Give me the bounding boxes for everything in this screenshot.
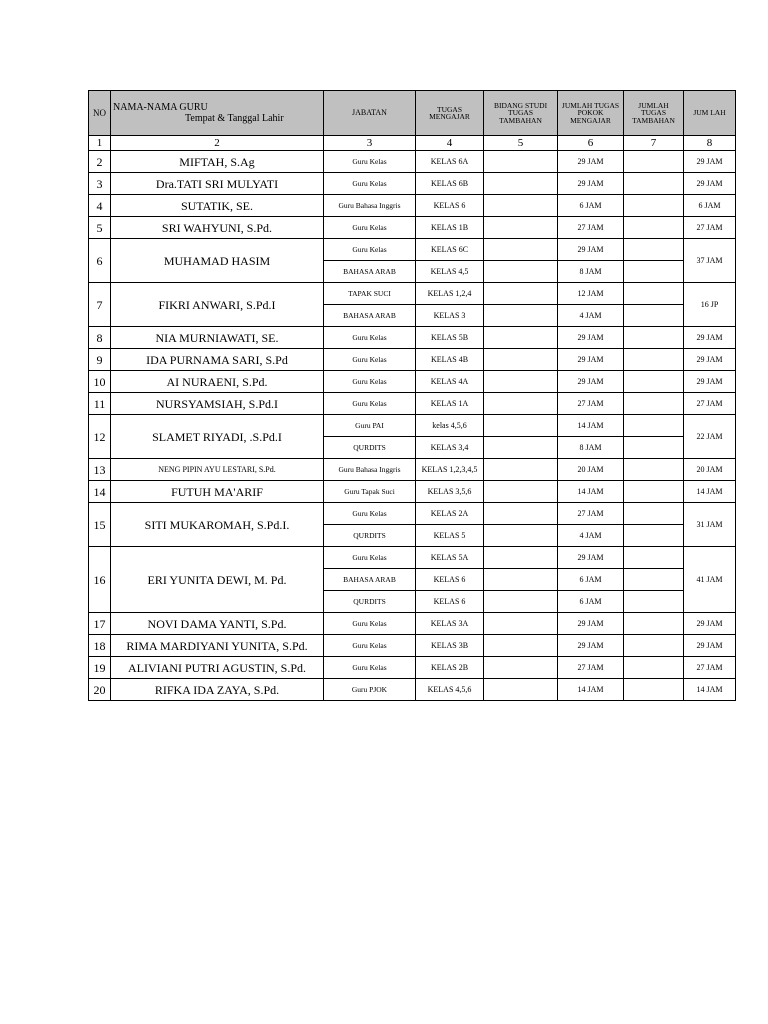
teacher-name: NIA MURNIAWATI, SE. <box>111 327 324 349</box>
jumlah-pokok-cell: 20 JAM <box>558 459 624 481</box>
bidang-studi-cell <box>484 481 558 503</box>
jumlah-total-cell: 14 JAM <box>684 481 736 503</box>
teacher-number: 8 <box>89 327 111 349</box>
jabatan-cell: Guru Kelas <box>324 349 416 371</box>
tugas-mengajar-cell: KELAS 4B <box>416 349 484 371</box>
jabatan-cell: QURDITS <box>324 591 416 613</box>
jumlah-tambahan-cell <box>624 591 684 613</box>
jumlah-pokok-cell: 27 JAM <box>558 503 624 525</box>
tugas-mengajar-cell: KELAS 5B <box>416 327 484 349</box>
table-row <box>89 327 736 349</box>
jumlah-pokok-cell: 29 JAM <box>558 173 624 195</box>
jabatan-cell: Guru Kelas <box>324 239 416 261</box>
bidang-studi-cell <box>484 635 558 657</box>
tugas-mengajar-cell: KELAS 1,2,3,4,5 <box>416 459 484 481</box>
table-row <box>89 283 736 305</box>
header-name-line1: NAMA-NAMA GURU <box>113 101 208 113</box>
column-number: 8 <box>684 136 736 151</box>
teacher-name: MIFTAH, S.Ag <box>111 151 324 173</box>
bidang-studi-cell <box>484 327 558 349</box>
jumlah-pokok-cell: 29 JAM <box>558 151 624 173</box>
table-row <box>89 217 736 239</box>
bidang-studi-cell <box>484 547 558 569</box>
bidang-studi-cell <box>484 151 558 173</box>
jumlah-tambahan-cell <box>624 349 684 371</box>
bidang-studi-cell <box>484 679 558 701</box>
jumlah-total-cell: 29 JAM <box>684 151 736 173</box>
jumlah-tambahan-cell <box>624 327 684 349</box>
jumlah-pokok-cell: 29 JAM <box>558 635 624 657</box>
jumlah-total-cell: 27 JAM <box>684 657 736 679</box>
jumlah-pokok-cell: 29 JAM <box>558 349 624 371</box>
teacher-number: 10 <box>89 371 111 393</box>
teacher-number: 11 <box>89 393 111 415</box>
jumlah-total-cell: 31 JAM <box>684 503 736 547</box>
bidang-studi-cell <box>484 613 558 635</box>
header-row <box>89 91 736 136</box>
bidang-studi-cell <box>484 283 558 305</box>
teacher-name: NENG PIPIN AYU LESTARI, S.Pd. <box>111 459 324 481</box>
teacher-name: ALIVIANI PUTRI AGUSTIN, S.Pd. <box>111 657 324 679</box>
jumlah-tambahan-cell <box>624 481 684 503</box>
jumlah-pokok-cell: 29 JAM <box>558 327 624 349</box>
tugas-mengajar-cell: KELAS 1A <box>416 393 484 415</box>
tugas-mengajar-cell: KELAS 6 <box>416 195 484 217</box>
teacher-number: 16 <box>89 547 111 613</box>
teacher-name: SLAMET RIYADI, .S.Pd.I <box>111 415 324 459</box>
column-number: 6 <box>558 136 624 151</box>
jabatan-cell: Guru Kelas <box>324 327 416 349</box>
jumlah-pokok-cell: 29 JAM <box>558 547 624 569</box>
column-number: 4 <box>416 136 484 151</box>
teacher-number: 9 <box>89 349 111 371</box>
jabatan-cell: TAPAK SUCI <box>324 283 416 305</box>
header-jumlah-pokok: JUMLAH TUGAS POKOK MENGAJAR <box>558 91 624 136</box>
jumlah-tambahan-cell <box>624 393 684 415</box>
teacher-name: MUHAMAD HASIM <box>111 239 324 283</box>
column-number: 1 <box>89 136 111 151</box>
jumlah-total-cell: 29 JAM <box>684 613 736 635</box>
jumlah-pokok-cell: 14 JAM <box>558 679 624 701</box>
teacher-number: 6 <box>89 239 111 283</box>
header-tugas-mengajar: TUGAS MENGAJAR <box>416 91 484 136</box>
header-jumlah: JUM LAH <box>684 91 736 136</box>
bidang-studi-cell <box>484 239 558 261</box>
tugas-mengajar-cell: KELAS 3 <box>416 305 484 327</box>
jumlah-tambahan-cell <box>624 151 684 173</box>
teacher-number: 19 <box>89 657 111 679</box>
jabatan-cell: Guru Kelas <box>324 217 416 239</box>
jabatan-cell: Guru Kelas <box>324 613 416 635</box>
teacher-name: IDA PURNAMA SARI, S.Pd <box>111 349 324 371</box>
jabatan-cell: BAHASA ARAB <box>324 261 416 283</box>
teacher-number: 5 <box>89 217 111 239</box>
jabatan-cell: Guru Tapak Suci <box>324 481 416 503</box>
header-name-line2: Tempat & Tanggal Lahir <box>185 112 284 124</box>
jumlah-pokok-cell: 4 JAM <box>558 525 624 547</box>
jabatan-cell: Guru Kelas <box>324 371 416 393</box>
tugas-mengajar-cell: KELAS 2B <box>416 657 484 679</box>
header-jumlah-tambahan: JUMLAH TUGAS TAMBAHAN <box>624 91 684 136</box>
teacher-name: Dra.TATI SRI MULYATI <box>111 173 324 195</box>
header-no: NO <box>89 91 111 136</box>
tugas-mengajar-cell: KELAS 4A <box>416 371 484 393</box>
table-row <box>89 459 736 481</box>
jumlah-pokok-cell: 29 JAM <box>558 371 624 393</box>
column-number: 3 <box>324 136 416 151</box>
jumlah-tambahan-cell <box>624 657 684 679</box>
jumlah-tambahan-cell <box>624 371 684 393</box>
table-row <box>89 349 736 371</box>
jumlah-tambahan-cell <box>624 195 684 217</box>
jabatan-cell: QURDITS <box>324 525 416 547</box>
tugas-mengajar-cell: KELAS 5A <box>416 547 484 569</box>
jumlah-tambahan-cell <box>624 503 684 525</box>
jumlah-pokok-cell: 6 JAM <box>558 591 624 613</box>
jabatan-cell: Guru Bahasa Inggris <box>324 195 416 217</box>
jumlah-pokok-cell: 27 JAM <box>558 657 624 679</box>
jumlah-total-cell: 6 JAM <box>684 195 736 217</box>
jabatan-cell: Guru Bahasa Inggris <box>324 459 416 481</box>
teacher-number: 4 <box>89 195 111 217</box>
bidang-studi-cell <box>484 415 558 437</box>
jabatan-cell: BAHASA ARAB <box>324 305 416 327</box>
teacher-name: SUTATIK, SE. <box>111 195 324 217</box>
bidang-studi-cell <box>484 195 558 217</box>
jumlah-total-cell: 29 JAM <box>684 327 736 349</box>
tugas-mengajar-cell: KELAS 3,4 <box>416 437 484 459</box>
jumlah-pokok-cell: 14 JAM <box>558 415 624 437</box>
tugas-mengajar-cell: KELAS 4,5,6 <box>416 679 484 701</box>
jabatan-cell: Guru Kelas <box>324 503 416 525</box>
column-number: 7 <box>624 136 684 151</box>
table-row <box>89 239 736 261</box>
jumlah-tambahan-cell <box>624 217 684 239</box>
jumlah-total-cell: 16 JP <box>684 283 736 327</box>
jumlah-total-cell: 29 JAM <box>684 349 736 371</box>
teacher-name: SRI WAHYUNI, S.Pd. <box>111 217 324 239</box>
tugas-mengajar-cell: KELAS 1,2,4 <box>416 283 484 305</box>
table-row <box>89 371 736 393</box>
column-number: 5 <box>484 136 558 151</box>
table-row <box>89 173 736 195</box>
jumlah-tambahan-cell <box>624 239 684 261</box>
teacher-number: 2 <box>89 151 111 173</box>
jumlah-pokok-cell: 29 JAM <box>558 613 624 635</box>
bidang-studi-cell <box>484 217 558 239</box>
jumlah-tambahan-cell <box>624 305 684 327</box>
tugas-mengajar-cell: KELAS 6A <box>416 151 484 173</box>
jabatan-cell: BAHASA ARAB <box>324 569 416 591</box>
header-jabatan: JABATAN <box>324 91 416 136</box>
teacher-number: 14 <box>89 481 111 503</box>
teacher-number: 20 <box>89 679 111 701</box>
tugas-mengajar-cell: KELAS 6 <box>416 591 484 613</box>
jumlah-total-cell: 37 JAM <box>684 239 736 283</box>
teacher-name: ERI YUNITA DEWI, M. Pd. <box>111 547 324 613</box>
tugas-mengajar-cell: KELAS 6C <box>416 239 484 261</box>
teacher-number: 7 <box>89 283 111 327</box>
jumlah-tambahan-cell <box>624 679 684 701</box>
jumlah-pokok-cell: 8 JAM <box>558 437 624 459</box>
teacher-name: RIFKA IDA ZAYA, S.Pd. <box>111 679 324 701</box>
table-row <box>89 547 736 569</box>
bidang-studi-cell <box>484 349 558 371</box>
jumlah-total-cell: 14 JAM <box>684 679 736 701</box>
tugas-mengajar-cell: KELAS 6B <box>416 173 484 195</box>
tugas-mengajar-cell: KELAS 3,5,6 <box>416 481 484 503</box>
table-body <box>89 91 736 701</box>
jumlah-pokok-cell: 12 JAM <box>558 283 624 305</box>
teacher-number: 13 <box>89 459 111 481</box>
bidang-studi-cell <box>484 657 558 679</box>
teacher-number: 18 <box>89 635 111 657</box>
bidang-studi-cell <box>484 503 558 525</box>
jumlah-tambahan-cell <box>624 173 684 195</box>
teacher-number: 17 <box>89 613 111 635</box>
teacher-name: FIKRI ANWARI, S.Pd.I <box>111 283 324 327</box>
jumlah-tambahan-cell <box>624 283 684 305</box>
bidang-studi-cell <box>484 437 558 459</box>
teacher-name: NURSYAMSIAH, S.Pd.I <box>111 393 324 415</box>
teacher-name: AI NURAENI, S.Pd. <box>111 371 324 393</box>
tugas-mengajar-cell: KELAS 1B <box>416 217 484 239</box>
jumlah-pokok-cell: 8 JAM <box>558 261 624 283</box>
jumlah-total-cell: 29 JAM <box>684 635 736 657</box>
jumlah-tambahan-cell <box>624 415 684 437</box>
tugas-mengajar-cell: KELAS 3A <box>416 613 484 635</box>
bidang-studi-cell <box>484 569 558 591</box>
jumlah-tambahan-cell <box>624 437 684 459</box>
jumlah-total-cell: 27 JAM <box>684 393 736 415</box>
jumlah-tambahan-cell <box>624 569 684 591</box>
jabatan-cell: Guru Kelas <box>324 151 416 173</box>
table-row <box>89 393 736 415</box>
jumlah-total-cell: 29 JAM <box>684 173 736 195</box>
jumlah-total-cell: 29 JAM <box>684 371 736 393</box>
teacher-number: 3 <box>89 173 111 195</box>
table-row <box>89 657 736 679</box>
table-row <box>89 679 736 701</box>
jabatan-cell: QURDITS <box>324 437 416 459</box>
table-row <box>89 635 736 657</box>
tugas-mengajar-cell: KELAS 4,5 <box>416 261 484 283</box>
jumlah-tambahan-cell <box>624 525 684 547</box>
jumlah-pokok-cell: 4 JAM <box>558 305 624 327</box>
tugas-mengajar-cell: KELAS 5 <box>416 525 484 547</box>
column-number-row <box>89 136 736 151</box>
bidang-studi-cell <box>484 173 558 195</box>
bidang-studi-cell <box>484 393 558 415</box>
teacher-number: 12 <box>89 415 111 459</box>
teacher-name: SITI MUKAROMAH, S.Pd.I. <box>111 503 324 547</box>
bidang-studi-cell <box>484 261 558 283</box>
jabatan-cell: Guru Kelas <box>324 657 416 679</box>
jumlah-pokok-cell: 6 JAM <box>558 195 624 217</box>
table-row <box>89 481 736 503</box>
bidang-studi-cell <box>484 525 558 547</box>
teacher-duty-table <box>88 90 736 701</box>
jumlah-total-cell: 41 JAM <box>684 547 736 613</box>
table-row <box>89 151 736 173</box>
header-bidang-studi: BIDANG STUDI TUGAS TAMBAHAN <box>484 91 558 136</box>
jumlah-tambahan-cell <box>624 547 684 569</box>
jumlah-total-cell: 22 JAM <box>684 415 736 459</box>
table-row <box>89 195 736 217</box>
jumlah-total-cell: 20 JAM <box>684 459 736 481</box>
tugas-mengajar-cell: KELAS 2A <box>416 503 484 525</box>
bidang-studi-cell <box>484 591 558 613</box>
table-row <box>89 503 736 525</box>
header-name <box>111 91 324 136</box>
jumlah-pokok-cell: 29 JAM <box>558 239 624 261</box>
jabatan-cell: Guru PJOK <box>324 679 416 701</box>
bidang-studi-cell <box>484 371 558 393</box>
jumlah-tambahan-cell <box>624 261 684 283</box>
jumlah-pokok-cell: 6 JAM <box>558 569 624 591</box>
teacher-name: FUTUH MA'ARIF <box>111 481 324 503</box>
table-row <box>89 613 736 635</box>
jumlah-pokok-cell: 27 JAM <box>558 217 624 239</box>
jumlah-tambahan-cell <box>624 459 684 481</box>
bidang-studi-cell <box>484 459 558 481</box>
jabatan-cell: Guru Kelas <box>324 547 416 569</box>
bidang-studi-cell <box>484 305 558 327</box>
jumlah-pokok-cell: 14 JAM <box>558 481 624 503</box>
jumlah-total-cell: 27 JAM <box>684 217 736 239</box>
tugas-mengajar-cell: KELAS 6 <box>416 569 484 591</box>
table-row <box>89 415 736 437</box>
jabatan-cell: Guru Kelas <box>324 173 416 195</box>
teacher-number: 15 <box>89 503 111 547</box>
jumlah-pokok-cell: 27 JAM <box>558 393 624 415</box>
jabatan-cell: Guru PAI <box>324 415 416 437</box>
tugas-mengajar-cell: KELAS 3B <box>416 635 484 657</box>
jabatan-cell: Guru Kelas <box>324 635 416 657</box>
jumlah-tambahan-cell <box>624 635 684 657</box>
teacher-name: NOVI DAMA YANTI, S.Pd. <box>111 613 324 635</box>
teacher-name: RIMA MARDIYANI YUNITA, S.Pd. <box>111 635 324 657</box>
tugas-mengajar-cell: kelas 4,5,6 <box>416 415 484 437</box>
jabatan-cell: Guru Kelas <box>324 393 416 415</box>
column-number: 2 <box>111 136 324 151</box>
jumlah-tambahan-cell <box>624 613 684 635</box>
